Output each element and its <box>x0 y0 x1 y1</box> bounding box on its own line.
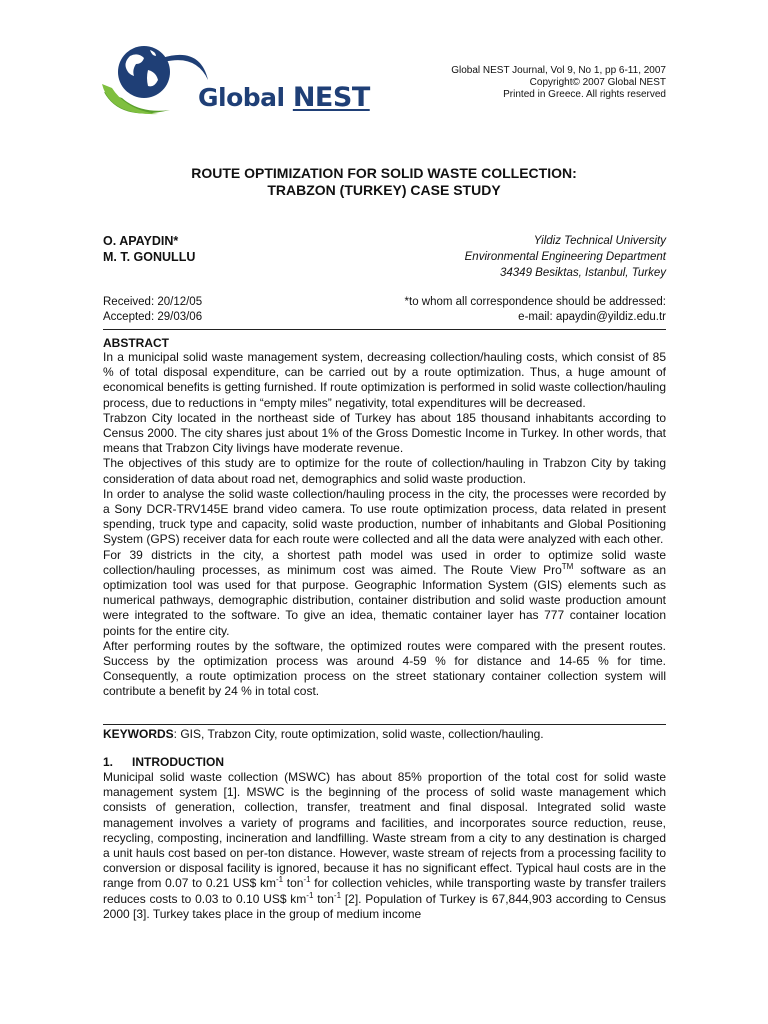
superscript: -1 <box>303 875 311 885</box>
abstract-text: software as an optimization tool was used for that purpose. Geographic Information System (GIS) elements such as numerical pathways, demographic distribution, container distribution and solid waste production amount were integrated to the software. To give an idea, thematic container layer has 777 container location points for the entire city. <box>103 562 667 638</box>
divider-top <box>103 329 666 330</box>
globe-icon <box>100 40 210 122</box>
logo-word-nest: NEST <box>292 82 370 113</box>
correspondence-email[interactable]: e-mail: apaydin@yildiz.edu.tr <box>518 311 666 323</box>
abstract-paragraph: The objectives of this study are to optimize for the route of collection/hauling in Trabzon City by taking consideration of data about road net, demographics and solid waste production. <box>103 456 666 486</box>
journal-rights: Printed in Greece. All rights reserved <box>503 89 666 100</box>
title-line-1: ROUTE OPTIMIZATION FOR SOLID WASTE COLLECTION: <box>191 165 577 181</box>
author-1: O. APAYDIN* <box>103 234 179 248</box>
accepted-date: Accepted: 29/03/06 <box>103 311 203 323</box>
intro-text: for collection vehicles, while transporting waste by transfer trailers reduces costs to 0.03 to 0.10 US$ km <box>103 876 666 906</box>
global-nest-logo <box>100 40 375 122</box>
section-number: 1. <box>103 755 114 769</box>
abstract-paragraph: In a municipal solid waste management system, decreasing collection/hauling costs, which consist of 85 % of total disposal expenditure, can be carried out by a route optimization. Thus, a huge amount of economical benefits is getting furnished. If route optimization is performed in solid waste collection/hauling process, due to reductions in “empty miles” negativity, total expenditures will be decreased. <box>103 350 666 410</box>
abstract-body <box>103 350 666 700</box>
journal-copyright: Copyright© 2007 Global NEST <box>529 77 666 88</box>
abstract-heading: ABSTRACT <box>103 336 169 350</box>
logo-word-global: Global <box>198 83 285 112</box>
author-2: M. T. GONULLU <box>103 250 196 264</box>
introduction-body <box>103 770 666 922</box>
intro-text: ton <box>313 891 334 906</box>
abstract-paragraph: Trabzon City located in the northeast side of Turkey has about 185 thousand inhabitants according to Census 2000. The city shares just about 1% of the Gross Domestic Income in Turkey. In other words, that means that Trabzon City livings have moderate revenue. <box>103 410 666 456</box>
intro-text: [2]. Population of Turkey is 67,844,903 according to Census 2000 [3]. Turkey takes place in the group of medium income <box>103 891 666 921</box>
submission-dates <box>103 295 202 325</box>
section-title: INTRODUCTION <box>132 755 224 769</box>
correspondence-note: *to whom all correspondence should be addressed: <box>404 296 666 308</box>
abstract-paragraph: In order to analyse the solid waste collection/hauling process in the city, the processes were recorded by a Sony DCR-TRV145E brand video camera. To use route optimization process, data related in present spending, truck type and capacity, solid waste production, number of inhabitants and Global Positioning System (GPS) receiver data for each route were collected and all the data were analyzed with each other. <box>103 486 666 547</box>
affiliation-university: Yildiz Technical University <box>533 235 666 247</box>
affiliation-department: Environmental Engineering Department <box>464 251 666 263</box>
section-heading-introduction <box>103 755 224 769</box>
journal-info <box>451 65 666 101</box>
journal-citation: Global NEST Journal, Vol 9, No 1, pp 6-11, 2007 <box>451 65 666 76</box>
superscript: -1 <box>306 890 314 900</box>
intro-text: Municipal solid waste collection (MSWC) has about 85% proportion of the total cost for solid waste management system [1]. MSWC is the beginning of the process of solid waste management which consists of generation, collection, transfer, treatment and final disposal. Integrated solid waste management involves a variety of programs and facilities, and incorporates source reduction, reuse, recycling, composting, incineration and landfilling. Waste stream from a city to any destination is charged a unit hauls cost based on per-ton distance. However, waste stream of rejects from a processing facility to conversion or disposal facility is ignored, because it has no significant effect. Typical haul costs are in the range from 0.07 to 0.21 US$ km <box>103 770 666 891</box>
superscript: -1 <box>333 890 342 900</box>
received-date: Received: 20/12/05 <box>103 296 203 308</box>
abstract-text: For 39 districts in the city, a shortest path model was used in order to optimize solid waste collection/hauling processes, as minimum cost was aimed. The Route View Pro <box>103 547 666 577</box>
paper-title <box>0 165 768 199</box>
affiliation-address: 34349 Besiktas, Istanbul, Turkey <box>500 267 666 279</box>
logo-wordmark <box>198 82 370 113</box>
correspondence <box>405 295 666 325</box>
affiliation <box>465 233 666 281</box>
abstract-paragraph: After performing routes by the software, the optimized routes were compared with the present routes. Success by the optimization process was around 4-59 % for distance and 14-65 % for time. Consequently, a route optimization process on the street stationary container collection system will contribute a benefit by 24 % in total cost. <box>103 638 666 699</box>
superscript: -1 <box>275 875 284 885</box>
keywords-text: : GIS, Trabzon City, route optimization, solid waste, collection/hauling. <box>173 727 544 741</box>
author-list <box>103 233 195 265</box>
intro-text: ton <box>283 876 304 891</box>
divider-bottom <box>103 724 666 725</box>
title-line-2: TRABZON (TURKEY) CASE STUDY <box>267 182 501 198</box>
keywords-label: KEYWORDS <box>103 727 174 741</box>
abstract-paragraph <box>103 548 666 639</box>
keywords <box>103 727 666 741</box>
trademark-superscript: TM <box>561 561 574 571</box>
